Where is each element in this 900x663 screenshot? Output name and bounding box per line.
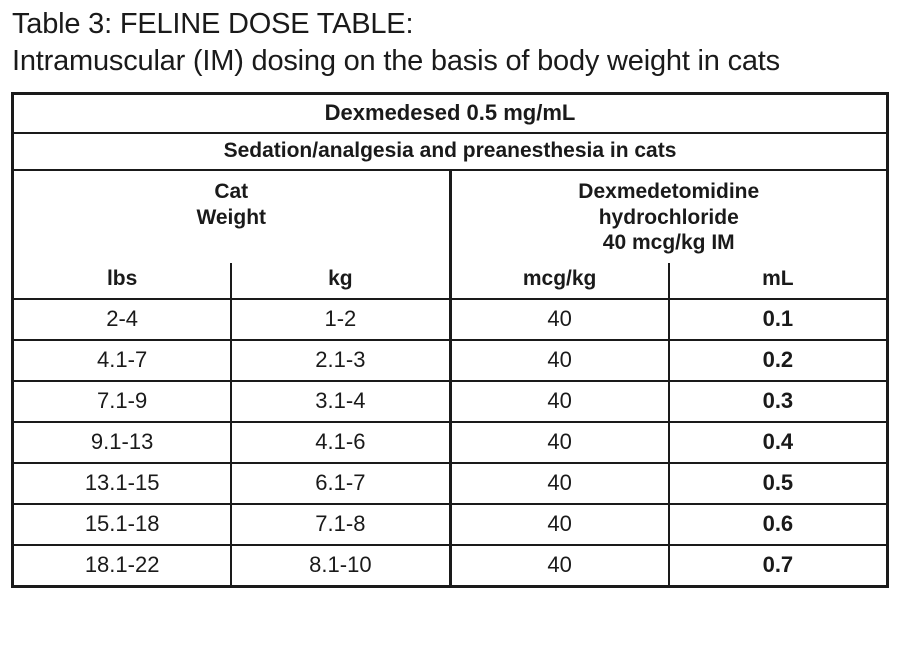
dose-group-line-1: Dexmedetomidine <box>578 180 760 204</box>
table-row <box>13 381 888 422</box>
cell-kg: 8.1-10 <box>231 545 450 587</box>
cell-mcgkg: 40 <box>450 381 669 422</box>
feline-dose-table <box>11 92 889 588</box>
cell-lbs: 18.1-22 <box>13 545 232 587</box>
cell-kg: 4.1-6 <box>231 422 450 463</box>
cell-ml: 0.6 <box>669 504 888 545</box>
table-subtitle-row <box>13 133 888 170</box>
column-header-mcgkg: mcg/kg <box>450 263 669 299</box>
cell-kg: 7.1-8 <box>231 504 450 545</box>
caption-line-2: Intramuscular (IM) dosing on the basis of body weight in cats <box>12 45 780 78</box>
cell-lbs: 7.1-9 <box>13 381 232 422</box>
cell-mcgkg: 40 <box>450 545 669 587</box>
cell-mcgkg: 40 <box>450 463 669 504</box>
cell-kg: 6.1-7 <box>231 463 450 504</box>
cell-ml: 0.3 <box>669 381 888 422</box>
table-row <box>13 422 888 463</box>
dose-group-header <box>450 170 888 263</box>
cell-lbs: 2-4 <box>13 299 232 340</box>
cell-ml: 0.1 <box>669 299 888 340</box>
table-row <box>13 299 888 340</box>
cell-ml: 0.5 <box>669 463 888 504</box>
cell-ml: 0.4 <box>669 422 888 463</box>
column-header-row <box>13 263 888 299</box>
cell-lbs: 15.1-18 <box>13 504 232 545</box>
caption-line-1: Table 3: FELINE DOSE TABLE: <box>12 8 414 40</box>
group-header-row <box>13 170 888 263</box>
cell-kg: 2.1-3 <box>231 340 450 381</box>
cell-ml: 0.7 <box>669 545 888 587</box>
cell-mcgkg: 40 <box>450 422 669 463</box>
cell-kg: 1-2 <box>231 299 450 340</box>
cell-mcgkg: 40 <box>450 340 669 381</box>
indication-subtitle: Sedation/analgesia and preanesthesia in cats <box>13 133 888 170</box>
column-header-lbs: lbs <box>13 263 232 299</box>
cell-mcgkg: 40 <box>450 504 669 545</box>
table-caption <box>12 6 890 80</box>
cell-ml: 0.2 <box>669 340 888 381</box>
table-title-row <box>13 94 888 134</box>
table-row <box>13 545 888 587</box>
product-title: Dexmedesed 0.5 mg/mL <box>13 94 888 134</box>
cell-lbs: 4.1-7 <box>13 340 232 381</box>
column-header-ml: mL <box>669 263 888 299</box>
column-header-kg: kg <box>231 263 450 299</box>
cell-mcgkg: 40 <box>450 299 669 340</box>
weight-group-header <box>13 170 451 263</box>
table-row <box>13 504 888 545</box>
cell-lbs: 9.1-13 <box>13 422 232 463</box>
dose-group-line-2: hydrochloride <box>598 205 739 229</box>
cell-kg: 3.1-4 <box>231 381 450 422</box>
dose-group-line-3: 40 mcg/kg IM <box>602 231 735 255</box>
weight-group-line-2: Weight <box>196 205 267 229</box>
cell-lbs: 13.1-15 <box>13 463 232 504</box>
table-row <box>13 463 888 504</box>
table-row <box>13 340 888 381</box>
weight-group-line-1: Cat <box>214 180 249 204</box>
